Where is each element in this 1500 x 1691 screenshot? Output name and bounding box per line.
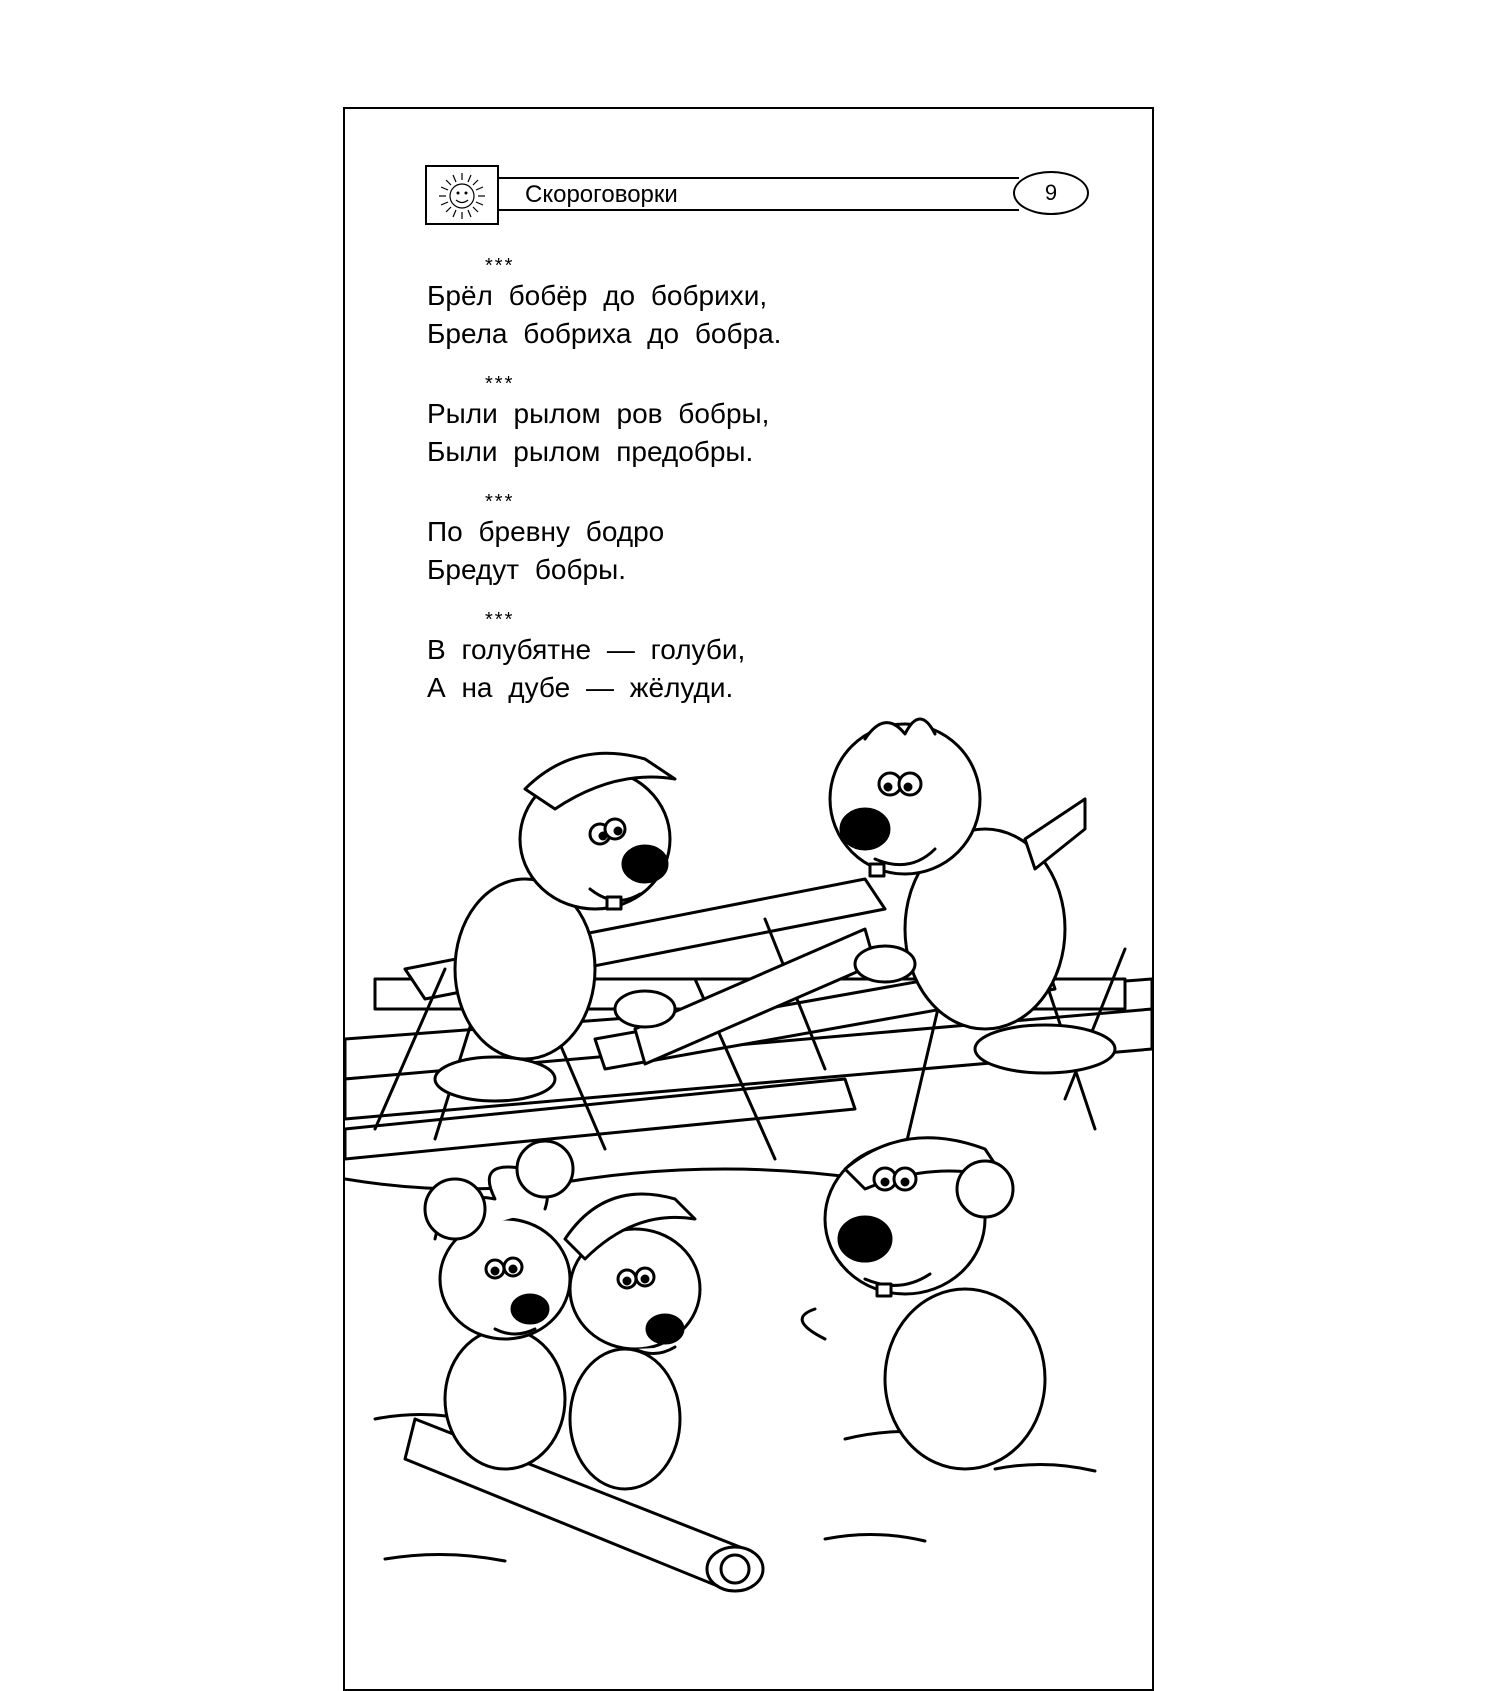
- page-number: 9: [1044, 180, 1058, 205]
- poem: [427, 253, 947, 353]
- poem-line: По бревну бодро: [427, 516, 665, 547]
- sun-logo-box: [425, 165, 499, 225]
- page-number-badge: [1013, 171, 1089, 215]
- poem-marker: ***: [485, 609, 515, 631]
- poem: [427, 371, 947, 471]
- section-title: Скороговорки: [525, 181, 678, 208]
- tongue-twisters: [427, 253, 947, 725]
- poem-line: Рыли рылом ров бобры,: [427, 398, 770, 429]
- beaver-swimming: [802, 1138, 1045, 1469]
- poem-marker: ***: [485, 373, 515, 395]
- poem-line: В голубятне — голуби,: [427, 634, 746, 665]
- poem-line: Брёл бобёр до бобрихи,: [427, 280, 768, 311]
- poem-marker: ***: [485, 255, 515, 277]
- page-header: [425, 165, 1085, 225]
- sun-face-icon: [433, 169, 491, 223]
- small-beaver-girl: [425, 1141, 573, 1469]
- poem-marker: ***: [485, 491, 515, 513]
- book-page: [343, 107, 1154, 1691]
- poem-line: Были рылом предобры.: [427, 436, 754, 467]
- poem-line: Бредут бобры.: [427, 554, 626, 585]
- beavers-building-dam-icon: [345, 679, 1152, 1689]
- small-beaver-boy: [565, 1194, 700, 1489]
- poem-line: А на дубе — жёлуди.: [427, 672, 734, 703]
- poem-line: Брела бобриха до бобра.: [427, 318, 782, 349]
- poem: [427, 489, 947, 589]
